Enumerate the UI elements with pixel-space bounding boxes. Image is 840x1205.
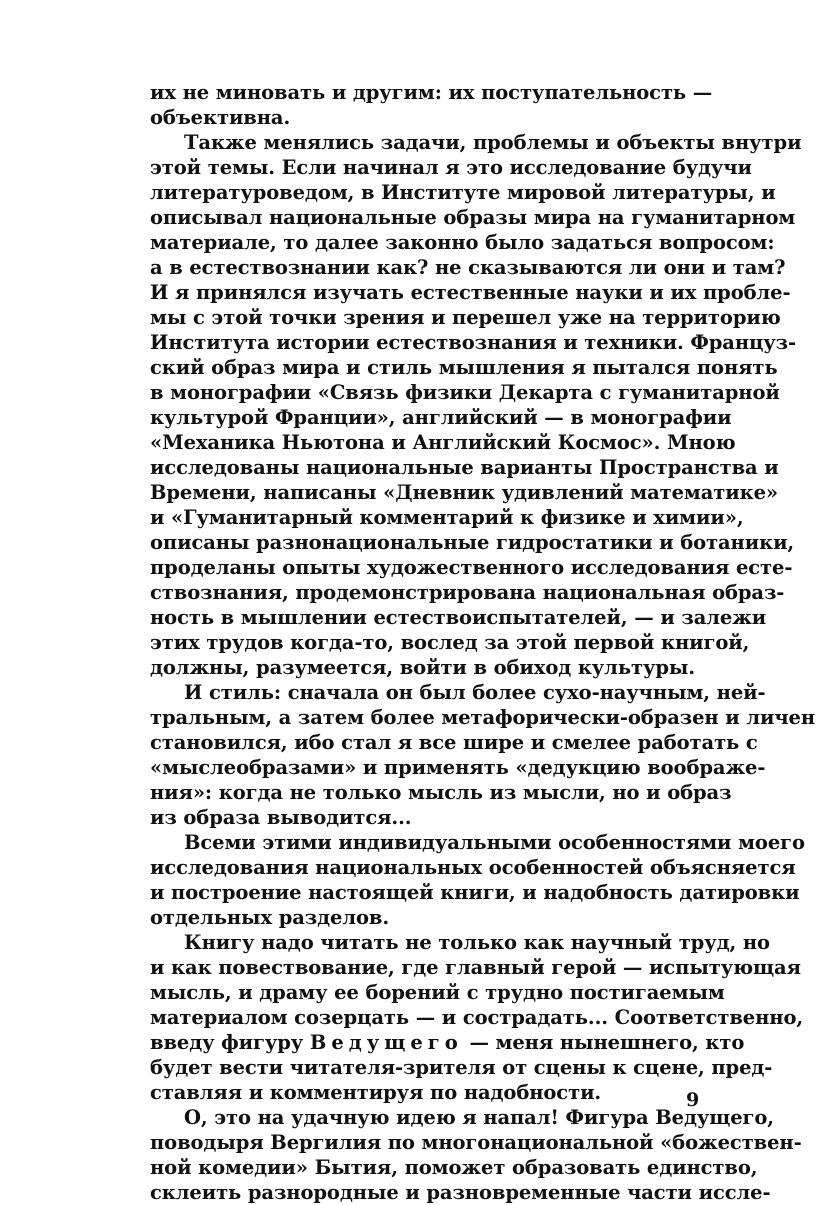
text-line: поводыря Вергилия по многонациональной «божествен- bbox=[150, 1131, 802, 1154]
text-line bbox=[150, 1030, 745, 1055]
page-number: 9 bbox=[686, 1089, 700, 1111]
text-line: И стиль: сначала он был более сухо-научным, ней- bbox=[184, 681, 766, 704]
text-line: ставляя и комментируя по надобности. bbox=[150, 1081, 602, 1104]
text-line: будет вести читателя-зрителя от сцены к сцене, пред- bbox=[150, 1056, 773, 1079]
page-body bbox=[150, 80, 816, 1205]
text-line: Всеми этими индивидуальными особенностями моего bbox=[184, 831, 805, 854]
text-line: ния»: когда не только мысль из мысли, но и образ bbox=[150, 781, 732, 804]
text-line: становился, ибо стал я все шире и смелее работать с bbox=[150, 731, 758, 754]
text-line: мысль, и драму ее борений с трудно постигаемым bbox=[150, 981, 725, 1004]
text-line: описаны разнонациональные гидростатики и ботаники, bbox=[150, 531, 795, 554]
text-line: И я принялся изучать естественные науки и их пробле- bbox=[150, 281, 791, 304]
text-segment: введу фигуру bbox=[150, 1031, 304, 1054]
text-line: исследованы национальные варианты Пространства и bbox=[150, 456, 779, 479]
text-line: материале, то далее законно было задаться вопросом: bbox=[150, 231, 775, 254]
text-line: в монографии «Связь физики Декарта с гуманитарной bbox=[150, 381, 780, 404]
text-line: «Механика Ньютона и Английский Космос». Мною bbox=[150, 431, 736, 454]
text-line: их не миновать и другим: их поступательность — bbox=[150, 81, 713, 104]
text-line: этой темы. Если начинал я это исследование будучи bbox=[150, 156, 752, 179]
text-line: тральным, а затем более метафорически-образен и личен bbox=[150, 706, 816, 729]
text-line: литературоведом, в Институте мировой литературы, и bbox=[150, 181, 776, 204]
text-line: и построение настоящей книги, и надобность датировки bbox=[150, 881, 800, 904]
text-line: а в естествознании как? не сказываются ли они и там? bbox=[150, 256, 786, 279]
text-line: О, это на удачную идею я напал! Фигура Ведущего, bbox=[184, 1106, 774, 1129]
text-line: мы с этой точки зрения и перешел уже на территорию bbox=[150, 306, 781, 329]
text-line: и как повествование, где главный герой — испытующая bbox=[150, 956, 801, 979]
text-line: отдельных разделов. bbox=[150, 906, 390, 929]
text-line: исследования национальных особенностей объясняется bbox=[150, 856, 796, 879]
text-segment: — меня нынешнего, кто bbox=[469, 1031, 745, 1054]
text-line: описывал национальные образы мира на гуманитарном bbox=[150, 206, 796, 229]
text-line: Книгу надо читать не только как научный труд, но bbox=[184, 931, 770, 954]
text-line: Института истории естествознания и техники. Француз- bbox=[150, 331, 797, 354]
text-line: Времени, написаны «Дневник удивлений математике» bbox=[150, 481, 778, 504]
text-line: этих трудов когда-то, вослед за этой первой книгой, bbox=[150, 631, 750, 654]
text-line: культурой Франции», английский — в монографии bbox=[150, 406, 732, 429]
text-line: ский образ мира и стиль мышления я пытался понять bbox=[150, 356, 778, 379]
text-line: объективна. bbox=[150, 106, 291, 129]
text-line: Также менялись задачи, проблемы и объекты внутри bbox=[184, 131, 802, 154]
text-line: из образа выводится... bbox=[150, 806, 412, 829]
text-line: ной комедии» Бытия, поможет образовать единство, bbox=[150, 1156, 758, 1179]
text-line: ность в мышлении естествоиспытателей, — и залежи bbox=[150, 606, 767, 629]
text-line: склеить разнородные и разновременные части иссле- bbox=[150, 1181, 771, 1204]
text-line: «мыслеобразами» и применять «дедукцию воображе- bbox=[150, 756, 766, 779]
text-line: должны, разумеется, войти в обиход культуры. bbox=[150, 656, 695, 679]
text-line: материалом созерцать — и сострадать... Соответственно, bbox=[150, 1006, 804, 1029]
text-line: ствознания, продемонстрирована национальная образ- bbox=[150, 581, 785, 604]
text-line: проделаны опыты художественного исследования есте- bbox=[150, 556, 793, 579]
text-line: и «Гуманитарный комментарий к физике и химии», bbox=[150, 506, 744, 529]
emphasized-word: Ведущего bbox=[309, 1031, 463, 1054]
